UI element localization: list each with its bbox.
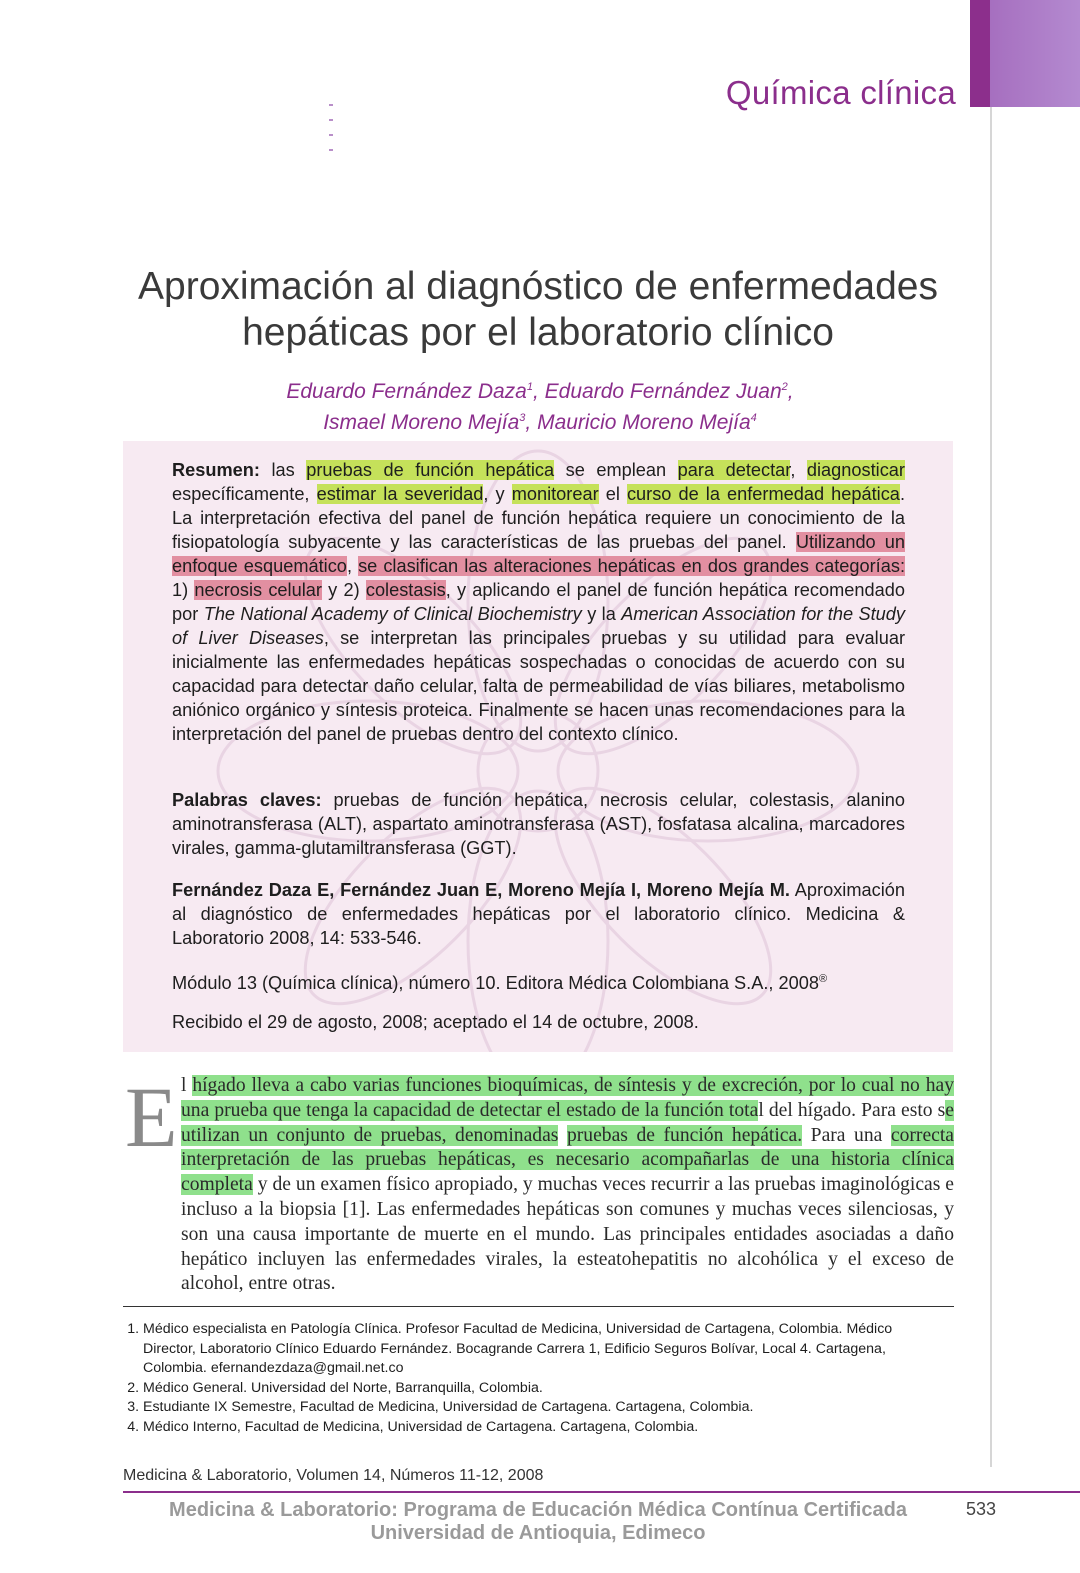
title-line-2: hepáticas por el laboratorio clínico [242,311,834,354]
abstract-italic: The National Academy of Clinical Biochemistry [203,604,582,624]
program-line-2: Universidad de Antioquia, Edimeco [370,1522,706,1544]
author-sup: 1 [526,381,533,393]
highlight-yellow: curso de la enfermedad hepática [626,484,900,504]
abstract-span: , y aplicando el panel de función hepática recomendado por [172,580,905,624]
author-sup: 3 [519,412,526,424]
body-paragraph [181,1074,954,1297]
body-span: Para una [810,1124,883,1146]
footnote-item: 4. Médico Interno, Facultad de Medicina, Universidad de Cartagena. Cartagena, Colombia. [143,1418,938,1438]
page-number: 533 [966,1499,997,1519]
article-title [100,264,976,356]
abstract-span: 1) [172,580,189,600]
body-span: y de un examen físico apropiado, y muchas veces recurrir a las pruebas imaginológicas e incluso a la biopsia [1]. Las enfermedades hepáticas son comunes y muchas veces silenciosas, y son una causa importante de muerte en el mundo. Las principales entidades asociadas a daño hepático incluyen las enfermedades virales, la esteatohepatitis no alcohólica y el exceso de alcohol, entre otras. [181,1174,954,1295]
abstract-text [172,458,905,746]
footnote-rule [123,1306,954,1307]
highlight-green: e utilizan un conjunto de pruebas, denominadas [181,1099,954,1146]
highlight-pink: colestasis [365,580,446,600]
module-text: Módulo 13 (Química clínica), número 10. Editora Médica Colombiana S.A., 2008 [172,973,819,994]
authors-line-2: Ismael Moreno Mejía$^3$, Mauricio Moreno Mejía$^4$ [323,411,757,434]
body-span: l del hígado. Para esto s [758,1099,946,1121]
author-name: Eduardo Fernández Daza [286,380,527,403]
author-name: Eduardo Fernández Juan [544,380,782,403]
highlight-yellow: monitorear [511,484,599,504]
author-name: Ismael Moreno Mejía [323,411,520,434]
footnote-item: 1. Médico especialista en Patología Clínica. Profesor Facultad de Medicina, Universidad de Cartagena, Colombia. Médico Director, Laboratorio Clínico Eduardo Fernández. Bocagrande Carrera 1, Edificio Seguros Bolívar, Local 4. Cartagena, Colombia. efernandezdaza@gmail.net.co [143,1320,938,1379]
highlight-yellow: estimar la severidad [316,484,484,504]
citation [172,878,905,950]
keywords-text: pruebas de función hepática, necrosis celular, colestasis, alanino aminotransferasa (ALT), aspartato aminotransferasa (AST), fosfatasa alcalina, marcadores virales, gamma-glutamiltransferasa (GGT). [172,790,905,858]
journal-line: Medicina & Laboratorio, Volumen 14, Números 11-12, 2008 [123,1467,544,1484]
abstract-span: , [346,556,352,576]
abstract-span: se emplean [565,460,667,480]
author-sup: 4 [750,412,757,424]
abstract-span: específicamente, [172,484,310,504]
authors [150,374,930,436]
received-line: Recibido el 29 de agosto, 2008; aceptado el 14 de octubre, 2008. [172,1012,699,1032]
highlight-yellow: diagnosticar [806,460,905,480]
section-label: Química clínica [725,74,956,111]
footnote-item: 2. Médico General. Universidad del Norte, Barranquilla, Colombia. [143,1379,938,1399]
highlight-yellow: para detectar [677,460,791,480]
abstract-span: el [605,484,620,504]
title-line-1: Aproximación al diagnóstico de enfermedades [138,265,938,308]
keywords-label: Palabras claves: [172,790,322,810]
module-line [172,967,905,995]
footnote-item: 3. Estudiante IX Semestre, Facultad de Medicina, Universidad de Cartagena. Cartagena, Colombia. [143,1398,938,1418]
author-name: Mauricio Moreno Mejía [537,411,751,434]
keywords [172,788,905,860]
abstract-span: , se interpretan las principales pruebas y su utilidad para evaluar inicialmente las enfermedades hepáticas sospechadas o conocidas de acuerdo con su capacidad para detectar daño celular, falta de permeabilidad de vías biliares, metabolismo aniónico orgánico y síntesis proteica. Finalmente se hacen unas recomendaciones para la interpretación del panel de pruebas dentro del contexto clínico. [172,628,905,744]
highlight-yellow: pruebas de función hepática [306,460,555,480]
abstract-span: . La interpretación efectiva del panel de función hepática requiere un conocimiento de la fisiopatología subyacente y las características de las pruebas del panel. [172,484,905,552]
program-line-1: Medicina & Laboratorio: Programa de Educación Médica Contínua Certificada [169,1499,907,1521]
highlight-green: hígado lleva a cabo varias funciones bioquímicas, de síntesis y de excreción, por lo cual no hay una prueba que tenga la capacidad de detectar el estado de la función tota [181,1075,954,1121]
abstract-italic: American Association for the Study of Liver Diseases [172,604,905,648]
citation-authors: Fernández Daza E, Fernández Juan E, Moreno Mejía I, Moreno Mejía M. [172,880,790,900]
abstract-span: y 2) [328,580,360,600]
highlight-pink: necrosis celular [194,580,322,600]
corner-color-block [970,0,1080,107]
citation-text: Aproximación al diagnóstico de enfermedades hepáticas por el laboratorio clínico. Medicina & Laboratorio 2008, 14: 533-546. [172,880,905,948]
body-span: l [181,1075,187,1096]
highlight-green: pruebas de función hepática. [566,1124,803,1146]
highlight-green: correcta interpretación de las pruebas hepáticas, es necesario acompañarlas de una historia clínica completa [181,1124,954,1196]
highlight-pink: se clasifican las alteraciones hepáticas en dos grandes categorías: [358,556,905,576]
right-margin-rule [990,107,992,1467]
authors-line-1: Eduardo Fernández Daza$^1$, Eduardo Fernández Juan$^2$, [286,380,794,403]
program-banner [130,1499,946,1545]
abstract-label: Resumen: [172,460,260,480]
abstract-span: las [271,460,295,480]
footnotes [123,1320,938,1437]
author-sup: 2 [781,381,788,393]
abstract-span: , [790,460,796,480]
highlight-pink: Utilizando un enfoque esquemático [172,532,906,576]
abstract-span: y la [587,604,616,624]
registered-mark: ® [819,973,828,985]
bottom-rule [123,1491,1080,1493]
drop-cap: E [125,1069,178,1165]
abstract-span: , y [483,484,505,504]
decorative-dots [329,104,333,154]
